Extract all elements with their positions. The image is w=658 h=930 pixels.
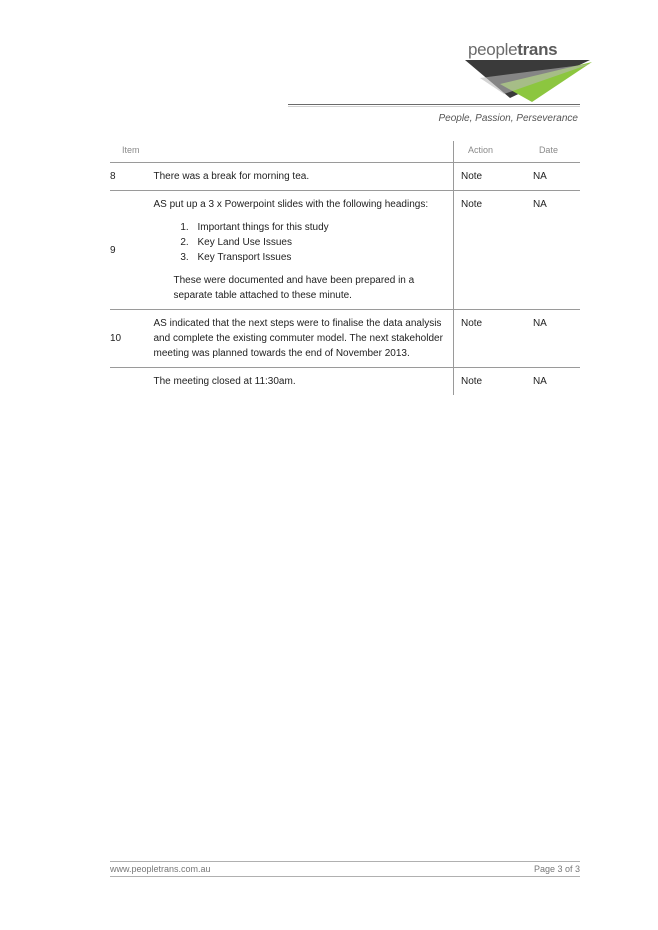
header-date: Date [521, 141, 580, 163]
table-row [110, 368, 580, 396]
footer-page-number: Page 3 of 3 [533, 864, 580, 874]
item-number: 9 [110, 191, 153, 310]
list-item: 3. Key Transport Issues [191, 250, 442, 265]
tagline: People, Passion, Perseverance [438, 113, 578, 124]
footer-rule-top [110, 861, 580, 862]
item-description-after: These were documented and have been prepared in a separate table attached to these minute. [173, 275, 415, 301]
item-action: Note [453, 191, 520, 310]
table-row [110, 163, 580, 191]
logo-text-light: people [468, 40, 518, 59]
header-rule [288, 104, 580, 105]
item-date: NA [532, 376, 547, 387]
item-action: Note [453, 163, 520, 191]
header-item: Item [110, 141, 153, 163]
header-action: Action [453, 141, 520, 163]
header-rule-secondary [288, 106, 580, 107]
footer-rule-bottom [110, 876, 580, 877]
item-description: AS indicated that the next steps were to finalise the data analysis and complete the existing commuter model. The next stakeholder meeting was planned towards the end of November 2013. [153, 310, 453, 368]
headings-list [153, 220, 442, 265]
item-description: The meeting closed at 11:30am. [153, 376, 296, 387]
item-description: There was a break for morning tea. [153, 163, 453, 191]
item-action: Note [453, 368, 520, 396]
footer-website: www.peopletrans.com.au [110, 864, 211, 874]
table-row [110, 191, 580, 310]
item-action: Note [453, 310, 520, 368]
table-row [110, 310, 580, 368]
item-date: NA [521, 191, 580, 310]
item-description-intro: AS put up a 3 x Powerpoint slides with the following headings: [153, 199, 429, 210]
item-date: NA [521, 163, 580, 191]
logo-text-bold: trans [517, 40, 558, 59]
list-item: 2. Key Land Use Issues [191, 235, 442, 250]
list-item: 1. Important things for this study [191, 220, 442, 235]
item-number: 8 [110, 163, 153, 191]
header-description [153, 141, 453, 163]
item-number [110, 368, 153, 396]
item-date: NA [521, 310, 580, 368]
item-description [153, 191, 453, 310]
item-number: 10 [110, 310, 153, 368]
table-header-row [110, 141, 580, 163]
minutes-table [110, 141, 580, 395]
